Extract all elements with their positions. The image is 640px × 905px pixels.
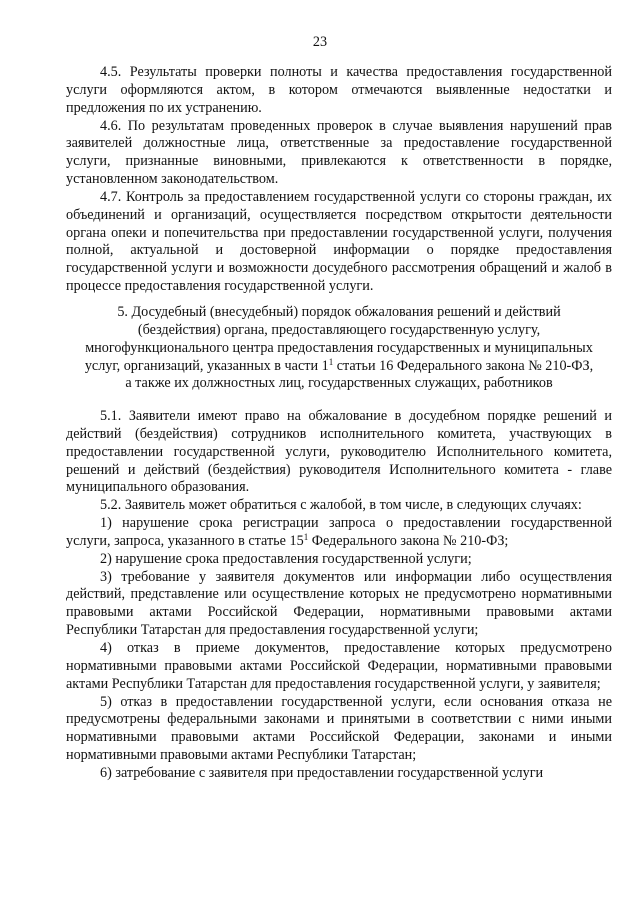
superscript: 1 [303, 531, 309, 542]
list-item-2: 2) нарушение срока предоставления государственной услуги; [100, 550, 472, 567]
heading-line: многофункционального центра предоставления государственных и муниципальных [85, 339, 593, 356]
paragraph-5-1: 5.1. Заявители имеют право на обжалование в досудебном порядке решений и действий (бездействия) сотрудников исполнительного комитета, участвующих в предоставлении государственной услуги, руководителю Исполнительного комитета, решений и действий (бездействия) руководителя Исполнительного комитета - главе муниципального образования. [66, 408, 612, 496]
paragraph-4-6: 4.6. По результатам проведенных проверок в случае выявления нарушений прав заявителей должностные лица, ответственные за предоставление государственной услуги, признанные виновными, привлекаются к ответственности в порядке, установленном законодательством. [66, 117, 612, 188]
paragraph-4-5: 4.5. Результаты проверки полноты и качества предоставления государственной услуги оформляются актом, в котором отмечаются выявленные недостатки и предложения по их устранению. [66, 64, 612, 116]
section-5-heading [66, 304, 612, 393]
heading-line: а также их должностных лиц, государственных служащих, работников [125, 375, 553, 392]
paragraph-5-2: 5.2. Заявитель может обратиться с жалобой, в том числе, в следующих случаях: [100, 497, 582, 514]
heading-line [66, 358, 612, 376]
section-4-text [66, 64, 612, 296]
list-item-3: 3) требование у заявителя документов или информации либо осуществления действий, представление или осуществление которых не предусмотрено нормативными правовыми актами Российской Федерации, нормативными правовыми актами Республики Татарстан для предоставления государственной услуги; [66, 568, 612, 639]
heading-line: (бездействия) органа, предоставляющего государственную услугу, [137, 321, 541, 338]
list-item-6: 6) затребование с заявителя при предоставлении государственной услуги [100, 764, 544, 781]
heading-line-4-start: услуг, организаций, указанных в части 1 [84, 357, 329, 374]
superscript: 1 [328, 356, 334, 367]
page-number: 23 [312, 34, 328, 50]
list-item-4: 4) отказ в приеме документов, предоставление которых предусмотрено нормативными правовыми актами Российской Федерации, нормативными правовыми актами Республики Татарстан для предоставления государственной услуги, у заявителя; [66, 639, 612, 692]
list-item-5: 5) отказ в предоставлении государственной услуги, если основания отказа не предусмотрены федеральными законами и принятыми в соответствии с ними иными нормативными правовыми актами Российской Федерации, законами и иными нормативными правовыми актами Республики Татарстан; [66, 693, 612, 764]
list-item-1-start: 1) нарушение срока регистрации запроса о предоставлении государственной услуги, запроса, указанного в статье 15 [66, 515, 612, 549]
section-5-text [66, 408, 612, 783]
paragraph-4-7: 4.7. Контроль за предоставлением государственной услуги со стороны граждан, их объединений и организаций, осуществляется посредством открытости деятельности органа опеки и попечительства при предоставлении государственной услуги, получения полной, актуальной и достоверной информации о порядке предоставления государственной услуги и возможности досудебного рассмотрения обращений и жалоб в процессе предоставления государственной услуги. [66, 188, 612, 295]
list-item-1 [66, 515, 612, 551]
list-item-1-end: Федерального закона № 210-ФЗ; [308, 532, 509, 549]
heading-line: 5. Досудебный (внесудебный) порядок обжалования решений и действий [117, 304, 561, 320]
heading-line-4-end: статьи 16 Федерального закона № 210-ФЗ, [333, 357, 594, 374]
